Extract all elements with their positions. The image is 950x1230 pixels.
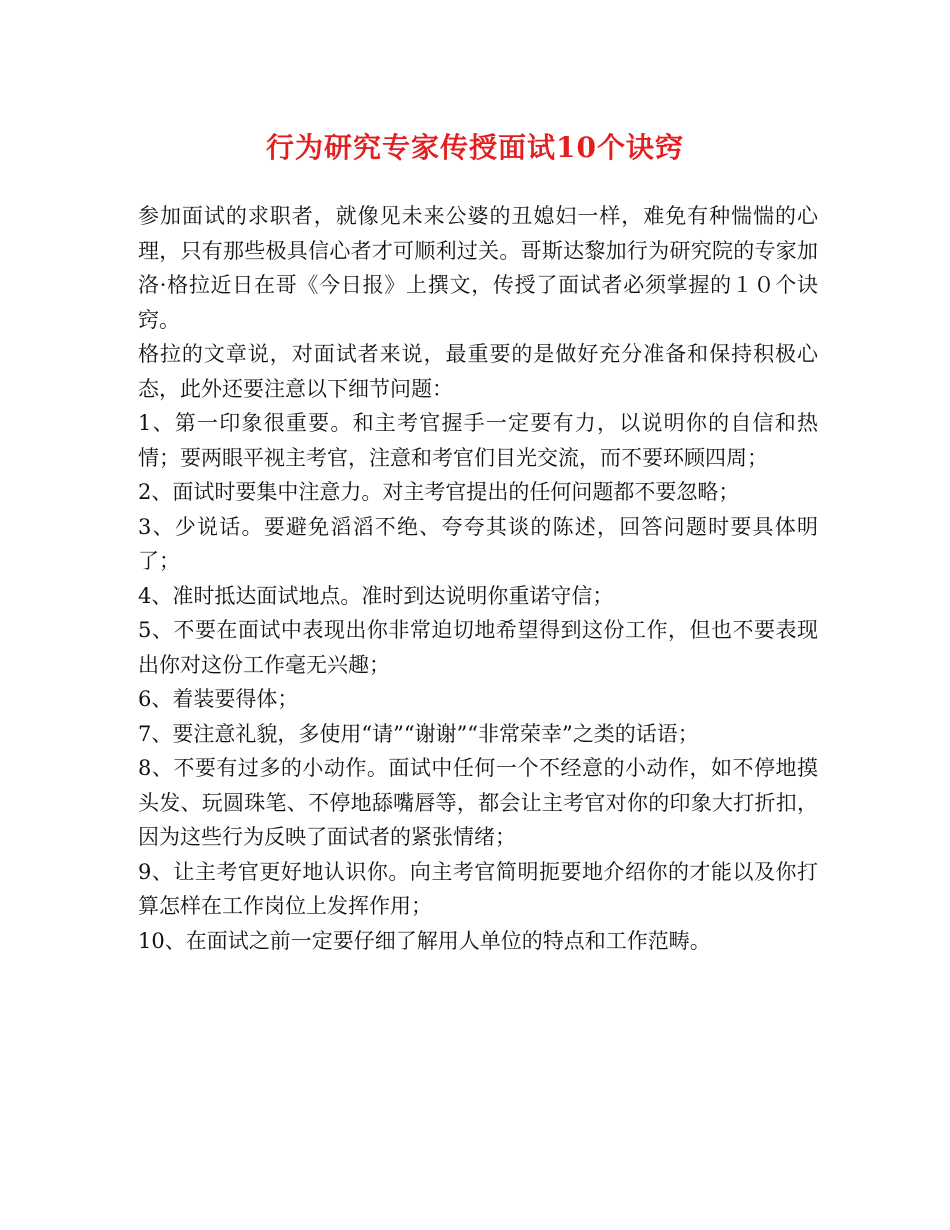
- tip-item-3: 3、少说话。要避免滔滔不绝、夸夸其谈的陈述，回答问题时要具体明了；: [138, 514, 818, 573]
- tip-item-7: 7、要注意礼貌，多使用“请”“谢谢”“非常荣幸”之类的话语；: [138, 721, 699, 746]
- document-body: [138, 199, 818, 958]
- tip-item-10: 10、在面试之前一定要仔细了解用人单位的特点和工作范畴。: [138, 928, 711, 953]
- tip-item-2: 2、面试时要集中注意力。对主考官提出的任何问题都不要忽略；: [138, 480, 740, 504]
- tip-item-6: 6、着装要得体；: [138, 687, 299, 711]
- intro-paragraph: 参加面试的求职者，就像见未来公婆的丑媳妇一样，难免有种惴惴的心理，只有那些极具信心者才可顺利过关。哥斯达黎加行为研究院的专家加洛·格拉近日在哥《今日报》上撰文，传授了面试者必须掌握的１０个诀窍。: [138, 204, 818, 332]
- tip-item-1: 1、第一印象很重要。和主考官握手一定要有力，以说明你的自信和热情；要两眼平视主考官，注意和考官们目光交流，而不要环顾四周；: [138, 411, 818, 470]
- tip-item-5: 5、不要在面试中表现出你非常迫切地希望得到这份工作，但也不要表现出你对这份工作毫无兴趣；: [138, 618, 818, 677]
- document-title: 行为研究专家传授面试10个诀窍: [266, 131, 684, 164]
- tip-item-9: 9、让主考官更好地认识你。向主考官简明扼要地介绍你的才能以及你打算怎样在工作岗位上发挥作用；: [138, 859, 818, 918]
- summary-paragraph: 格拉的文章说，对面试者来说，最重要的是做好充分准备和保持积极心态，此外还要注意以下细节问题：: [138, 342, 818, 401]
- tip-item-4: 4、准时抵达面试地点。准时到达说明你重诺守信；: [138, 583, 614, 608]
- tip-item-8: 8、不要有过多的小动作。面试中任何一个不经意的小动作，如不停地摸头发、玩圆珠笔、不停地舔嘴唇等，都会让主考官对你的印象大打折扣，因为这些行为反映了面试者的紧张情绪；: [138, 756, 818, 849]
